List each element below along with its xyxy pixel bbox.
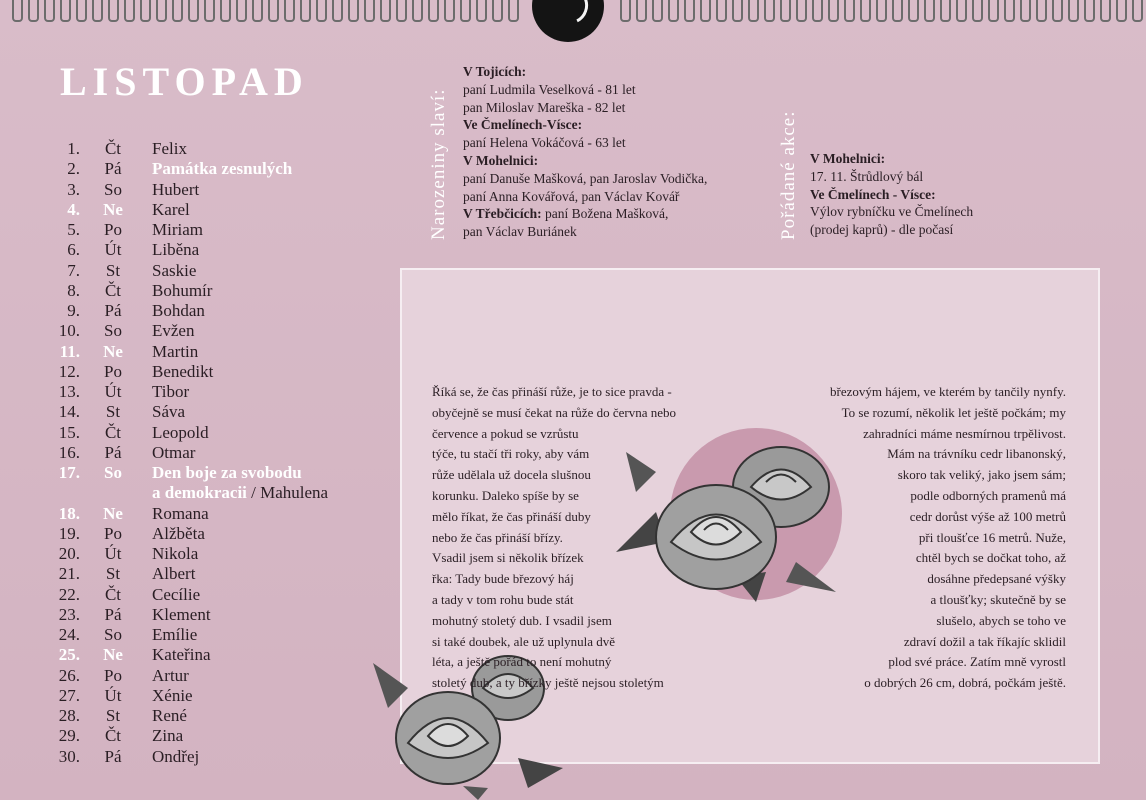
day-name bbox=[134, 321, 400, 341]
day-row bbox=[40, 423, 400, 443]
day-name bbox=[134, 402, 400, 422]
day-number: 14. bbox=[58, 402, 80, 422]
day-row bbox=[40, 281, 400, 301]
story-line: a tady v tom rohu bude stát bbox=[432, 591, 574, 607]
info-line bbox=[463, 99, 763, 117]
day-name bbox=[134, 281, 400, 301]
spiral-coil bbox=[700, 0, 711, 22]
nameday-name: Kateřina bbox=[152, 645, 211, 665]
day-number: 19. bbox=[58, 523, 80, 543]
day-row bbox=[40, 706, 400, 726]
day-number: 2. bbox=[67, 159, 80, 179]
day-row bbox=[40, 463, 400, 504]
holiday-name: Památka zesnulých bbox=[152, 159, 293, 179]
day-name bbox=[134, 261, 400, 281]
story-line: skoro tak veliký, jako jsem sám; bbox=[897, 467, 1066, 483]
spiral-coil bbox=[764, 0, 775, 22]
spiral-coil bbox=[108, 0, 119, 22]
spiral-coil bbox=[956, 0, 967, 22]
spiral-coil bbox=[348, 0, 359, 22]
day-row bbox=[40, 321, 400, 341]
spiral-coil bbox=[12, 0, 23, 22]
calendar-hanger-icon bbox=[532, 0, 604, 42]
day-row bbox=[40, 382, 400, 402]
day-number: 26. bbox=[58, 665, 80, 685]
info-line bbox=[810, 150, 1050, 168]
day-row bbox=[40, 726, 400, 746]
day-weekday: Út bbox=[104, 685, 122, 705]
spiral-coil bbox=[460, 0, 471, 22]
spiral-coil bbox=[396, 0, 407, 22]
story-line: podle odborných pramenů má bbox=[910, 487, 1066, 503]
story-line: chtěl bych se dočkat toho, až bbox=[915, 550, 1066, 566]
nameday-name: Ondřej bbox=[152, 746, 200, 766]
story-line: březovým hájem, ve kterém by tančily nynfy. bbox=[830, 384, 1066, 399]
day-number: 5. bbox=[67, 220, 80, 239]
day-name bbox=[134, 747, 400, 767]
info-line bbox=[463, 205, 763, 223]
nameday-name: Hubert bbox=[152, 179, 200, 199]
day-name bbox=[134, 504, 400, 524]
info-line bbox=[810, 186, 1050, 204]
day-name bbox=[134, 524, 400, 544]
birthdays-heading: Narozeniny slaví: bbox=[428, 88, 449, 240]
nameday-name: Martin bbox=[152, 341, 199, 361]
story-line: mohutný stoletý dub. I vsadil jsem bbox=[432, 612, 612, 628]
spiral-coil bbox=[300, 0, 311, 22]
spiral-coil bbox=[860, 0, 871, 22]
day-name bbox=[134, 382, 400, 402]
day-row bbox=[40, 362, 400, 382]
day-weekday: Čt bbox=[104, 280, 122, 300]
spiral-coil bbox=[28, 0, 39, 22]
info-line bbox=[810, 203, 1050, 221]
nameday-name: Felix bbox=[152, 139, 187, 158]
day-row bbox=[40, 625, 400, 645]
month-title: LISTOPAD bbox=[60, 59, 309, 104]
story-line: zdraví dožil a tak říkajíc sklidil bbox=[903, 633, 1066, 649]
story-line: nebo že čas přináší břízy. bbox=[432, 529, 563, 545]
day-name bbox=[134, 706, 400, 726]
nameday-name: Miriam bbox=[152, 220, 203, 239]
info-text: (prodej kaprů) - dle počasí bbox=[810, 222, 954, 238]
place-label: V Mohelnici: bbox=[463, 152, 539, 168]
nameday-name: Romana bbox=[152, 503, 209, 523]
spiral-coil bbox=[924, 0, 935, 22]
info-line bbox=[810, 168, 1050, 186]
spiral-coil bbox=[284, 0, 295, 22]
day-weekday: Po bbox=[104, 361, 122, 381]
nameday-name: Nikola bbox=[152, 544, 199, 563]
place-label: V Mohelnici: bbox=[810, 151, 886, 166]
day-name bbox=[134, 180, 400, 200]
info-text: 17. 11. Štrůdlový bál bbox=[810, 168, 924, 184]
nameday-name: Otmar bbox=[152, 442, 196, 462]
info-line bbox=[463, 81, 763, 99]
story-text-right bbox=[780, 382, 1066, 694]
nameday-name: Evžen bbox=[152, 321, 195, 341]
spiral-coil bbox=[476, 0, 487, 22]
spiral-coil bbox=[60, 0, 71, 22]
day-name bbox=[134, 240, 400, 260]
info-line bbox=[463, 63, 763, 81]
spiral-coil bbox=[1052, 0, 1063, 22]
day-number: 17. bbox=[58, 463, 80, 482]
story-line: mělo říkat, že čas přináší duby bbox=[432, 508, 591, 524]
nameday-name: Sáva bbox=[152, 402, 186, 422]
day-name bbox=[134, 200, 400, 220]
day-name bbox=[134, 544, 400, 564]
spiral-coil bbox=[508, 0, 519, 22]
day-weekday: Út bbox=[104, 544, 122, 563]
day-weekday: Čt bbox=[104, 139, 122, 158]
info-text: pan Miloslav Mareška - 82 let bbox=[463, 99, 626, 115]
day-weekday: Pá bbox=[104, 746, 122, 766]
day-weekday: Pá bbox=[104, 442, 122, 462]
birthdays-list bbox=[463, 63, 763, 241]
nameday-name: Xénie bbox=[152, 685, 193, 705]
day-weekday: Pá bbox=[104, 604, 122, 624]
day-number: 3. bbox=[67, 179, 80, 199]
nameday-name: Benedikt bbox=[152, 361, 214, 381]
spiral-coil bbox=[652, 0, 663, 22]
nameday-name: Saskie bbox=[152, 260, 197, 280]
day-row bbox=[40, 139, 400, 159]
spiral-coil bbox=[876, 0, 887, 22]
day-number: 7. bbox=[67, 260, 80, 280]
info-line bbox=[463, 116, 763, 134]
day-number: 24. bbox=[58, 625, 80, 644]
info-text: paní Helena Vokáčová - 63 let bbox=[463, 135, 626, 151]
day-name bbox=[134, 686, 400, 706]
day-number: 22. bbox=[58, 584, 80, 604]
spiral-coil bbox=[1084, 0, 1095, 22]
nameday-name: Bohumír bbox=[152, 280, 213, 300]
spiral-coil bbox=[812, 0, 823, 22]
info-line bbox=[463, 188, 763, 206]
day-number: 18. bbox=[58, 503, 80, 523]
place-label: V Tojicích: bbox=[463, 64, 527, 79]
day-name bbox=[134, 220, 400, 240]
day-row bbox=[40, 342, 400, 362]
day-weekday: Ne bbox=[103, 645, 123, 665]
spiral-coil bbox=[748, 0, 759, 22]
info-line bbox=[810, 221, 1050, 239]
day-number: 21. bbox=[58, 564, 80, 584]
spiral-coil bbox=[156, 0, 167, 22]
spiral-coil bbox=[844, 0, 855, 22]
day-number: 20. bbox=[58, 544, 80, 563]
day-row bbox=[40, 200, 400, 220]
day-row bbox=[40, 220, 400, 240]
spiral-coil bbox=[1004, 0, 1015, 22]
day-weekday: Út bbox=[104, 240, 122, 260]
day-row bbox=[40, 645, 400, 665]
day-weekday: Po bbox=[104, 220, 122, 239]
spiral-coil bbox=[92, 0, 103, 22]
info-line bbox=[463, 134, 763, 152]
day-number: 30. bbox=[58, 746, 80, 766]
holiday-name: Den boje za svobodu bbox=[152, 463, 302, 482]
story-line: To se rozumí, několik let ještě počkám; my bbox=[841, 404, 1066, 420]
nameday-name: Karel bbox=[152, 199, 190, 219]
day-weekday: Ne bbox=[103, 503, 123, 523]
spiral-coil bbox=[236, 0, 247, 22]
day-number: 13. bbox=[58, 382, 80, 401]
story-line: cedr dorůst výše až 100 metrů bbox=[909, 508, 1066, 524]
nameday-name: Emílie bbox=[152, 625, 198, 644]
spiral-coil bbox=[668, 0, 679, 22]
day-number: 25. bbox=[58, 645, 80, 665]
day-row bbox=[40, 544, 400, 564]
place-label: Ve Čmelínech - Vísce: bbox=[810, 186, 936, 202]
day-name bbox=[134, 605, 400, 625]
info-text: Výlov rybníčku ve Čmelínech bbox=[810, 204, 974, 220]
day-row bbox=[40, 180, 400, 200]
day-row bbox=[40, 301, 400, 321]
nameday-name: Zina bbox=[152, 726, 184, 746]
spiral-coil bbox=[252, 0, 263, 22]
nameday-name: Cecílie bbox=[152, 584, 201, 604]
day-row bbox=[40, 402, 400, 422]
info-text: paní Anna Kovářová, pan Václav Kovář bbox=[463, 188, 680, 204]
spiral-coil bbox=[1132, 0, 1143, 22]
spiral-coil bbox=[636, 0, 647, 22]
day-weekday: So bbox=[104, 321, 122, 341]
nameday-name: Albert bbox=[152, 564, 196, 584]
day-weekday: So bbox=[104, 179, 122, 199]
day-name bbox=[134, 301, 400, 321]
nameday-name: Klement bbox=[152, 604, 211, 624]
day-weekday: Út bbox=[104, 382, 122, 401]
story-line: stoletý dub, a ty břízky ještě nejsou stoletým bbox=[432, 675, 664, 691]
day-name bbox=[134, 342, 400, 362]
day-number: 9. bbox=[67, 301, 80, 320]
story-line: o dobrých 26 cm, dobrá, počkám ještě. bbox=[864, 675, 1066, 691]
spiral-coil bbox=[1020, 0, 1031, 22]
day-weekday: Po bbox=[104, 523, 122, 543]
spiral-coil bbox=[412, 0, 423, 22]
day-name bbox=[134, 362, 400, 382]
day-number: 12. bbox=[58, 361, 80, 381]
day-row bbox=[40, 747, 400, 767]
info-line bbox=[463, 152, 763, 170]
day-row bbox=[40, 605, 400, 625]
day-row bbox=[40, 564, 400, 584]
story-line: si také doubek, ale už uplynula dvě bbox=[432, 633, 616, 649]
spiral-coil bbox=[620, 0, 631, 22]
spiral-coil bbox=[364, 0, 375, 22]
spiral-coil bbox=[908, 0, 919, 22]
day-number: 1. bbox=[67, 139, 80, 158]
spiral-coil bbox=[492, 0, 503, 22]
spiral-coil bbox=[1116, 0, 1127, 22]
nameday-name: Liběna bbox=[152, 240, 200, 260]
story-line: růže udělala už docela slušnou bbox=[432, 467, 591, 483]
day-weekday: Pá bbox=[104, 301, 122, 320]
day-number: 28. bbox=[58, 706, 80, 725]
day-weekday: Po bbox=[104, 665, 122, 685]
nameday-name: René bbox=[152, 706, 187, 725]
story-line: při tloušťce 16 metrů. Nuže, bbox=[918, 529, 1066, 545]
spiral-coil bbox=[124, 0, 135, 22]
info-text: pan Václav Buriánek bbox=[463, 224, 577, 240]
day-name bbox=[134, 159, 400, 179]
info-text: paní Danuše Mašková, pan Jaroslav Vodička, bbox=[463, 170, 708, 186]
day-name bbox=[134, 443, 400, 463]
spiral-coil bbox=[204, 0, 215, 22]
day-weekday: Čt bbox=[104, 726, 122, 746]
day-name bbox=[134, 585, 400, 605]
spiral-coil bbox=[780, 0, 791, 22]
day-row bbox=[40, 585, 400, 605]
day-weekday: St bbox=[105, 706, 121, 725]
spiral-coil bbox=[972, 0, 983, 22]
day-name bbox=[134, 139, 400, 159]
day-row bbox=[40, 240, 400, 260]
spiral-coil bbox=[172, 0, 183, 22]
day-name bbox=[134, 666, 400, 686]
spiral-coil bbox=[828, 0, 839, 22]
day-weekday: Čt bbox=[104, 584, 122, 604]
story-text-left bbox=[432, 382, 752, 694]
spiral-coil bbox=[444, 0, 455, 22]
day-weekday: Čt bbox=[104, 422, 122, 442]
spiral-coil bbox=[44, 0, 55, 22]
spiral-coil bbox=[732, 0, 743, 22]
day-row bbox=[40, 159, 400, 179]
spiral-coil bbox=[1068, 0, 1079, 22]
day-name bbox=[134, 564, 400, 584]
day-number: 16. bbox=[58, 442, 80, 462]
story-line: týče, tu stačí tři roky, aby vám bbox=[432, 446, 590, 462]
story-line: Vsadil jsem si několik břízek bbox=[432, 550, 584, 566]
story-line: léta, a ještě pořád to není mohutný bbox=[432, 654, 612, 670]
day-number: 8. bbox=[67, 280, 80, 300]
day-weekday: St bbox=[105, 260, 121, 280]
day-row bbox=[40, 261, 400, 281]
events-list bbox=[810, 150, 1050, 239]
day-number: 4. bbox=[67, 199, 80, 219]
spiral-coil bbox=[988, 0, 999, 22]
day-row bbox=[40, 443, 400, 463]
day-row bbox=[40, 666, 400, 686]
place-label: Ve Čmelínech-Vísce: bbox=[463, 117, 583, 133]
nameday-name: Leopold bbox=[152, 422, 209, 442]
spiral-coil bbox=[380, 0, 391, 22]
day-number: 6. bbox=[67, 240, 80, 260]
day-weekday: St bbox=[105, 564, 121, 584]
story-line: Mám na trávníku cedr libanonský, bbox=[887, 446, 1066, 462]
nameday-name: Tibor bbox=[152, 382, 190, 401]
day-number: 10. bbox=[58, 321, 80, 341]
nameday-name: Artur bbox=[152, 665, 189, 685]
story-line: řka: Tady bude březový háj bbox=[432, 571, 574, 587]
day-name bbox=[134, 645, 400, 665]
story-line: slušelo, abych se toho ve bbox=[936, 612, 1066, 628]
day-number: 27. bbox=[58, 685, 80, 705]
story-line: dosáhne předepsané výšky bbox=[927, 571, 1066, 587]
spiral-coil bbox=[940, 0, 951, 22]
day-number: 23. bbox=[58, 604, 80, 624]
spiral-coil bbox=[76, 0, 87, 22]
spiral-coil bbox=[796, 0, 807, 22]
spiral-coil bbox=[220, 0, 231, 22]
day-number: 15. bbox=[58, 422, 80, 442]
day-number: 29. bbox=[58, 726, 80, 746]
story-line: Říká se, že čas přináší růže, je to sice pravda - bbox=[432, 384, 672, 399]
day-row bbox=[40, 524, 400, 544]
info-line bbox=[463, 170, 763, 188]
spiral-coil bbox=[716, 0, 727, 22]
day-weekday: Ne bbox=[103, 341, 123, 361]
nameday-name: Bohdan bbox=[152, 301, 205, 320]
info-text: paní Ludmila Veselková - 81 let bbox=[463, 81, 636, 97]
day-weekday: Ne bbox=[103, 199, 123, 219]
day-number: 11. bbox=[59, 341, 80, 361]
spiral-coil bbox=[332, 0, 343, 22]
spiral-coil bbox=[892, 0, 903, 22]
day-weekday: So bbox=[104, 625, 122, 644]
spiral-coil bbox=[316, 0, 327, 22]
nameday-name: / Mahulena bbox=[246, 483, 329, 503]
info-text: paní Božena Mašková, bbox=[541, 206, 669, 222]
day-row bbox=[40, 686, 400, 706]
spiral-coil bbox=[140, 0, 151, 22]
place-label: V Třebčicích: bbox=[463, 206, 542, 222]
day-name bbox=[134, 625, 400, 645]
holiday-name: a demokracii bbox=[152, 483, 247, 503]
day-name bbox=[134, 423, 400, 443]
spiral-coil bbox=[684, 0, 695, 22]
story-line: plod své práce. Zatím mně vyrostl bbox=[888, 654, 1066, 670]
spiral-coil bbox=[1100, 0, 1111, 22]
info-line bbox=[463, 223, 763, 241]
story-line: července a pokud se vzrůstu bbox=[432, 425, 579, 441]
story-line: korunku. Daleko spíše by se bbox=[432, 487, 579, 503]
spiral-coil bbox=[188, 0, 199, 22]
day-weekday: So bbox=[104, 463, 122, 482]
story-line: a tloušťky; skutečně by se bbox=[930, 591, 1066, 607]
spiral-coil bbox=[1036, 0, 1047, 22]
story-line: obyčejně se musí čekat na růže do června nebo bbox=[432, 404, 677, 420]
nameday-name: Alžběta bbox=[152, 523, 205, 543]
spiral-coil bbox=[268, 0, 279, 22]
day-weekday: Pá bbox=[104, 159, 122, 179]
day-row bbox=[40, 504, 400, 524]
day-name bbox=[134, 463, 400, 504]
events-heading: Pořádané akce: bbox=[778, 110, 799, 240]
day-weekday: St bbox=[105, 402, 121, 422]
day-name bbox=[134, 726, 400, 746]
spiral-coil bbox=[428, 0, 439, 22]
story-line: zahradníci máme nesmírnou trpělivost. bbox=[863, 425, 1066, 441]
day-list bbox=[40, 139, 400, 767]
